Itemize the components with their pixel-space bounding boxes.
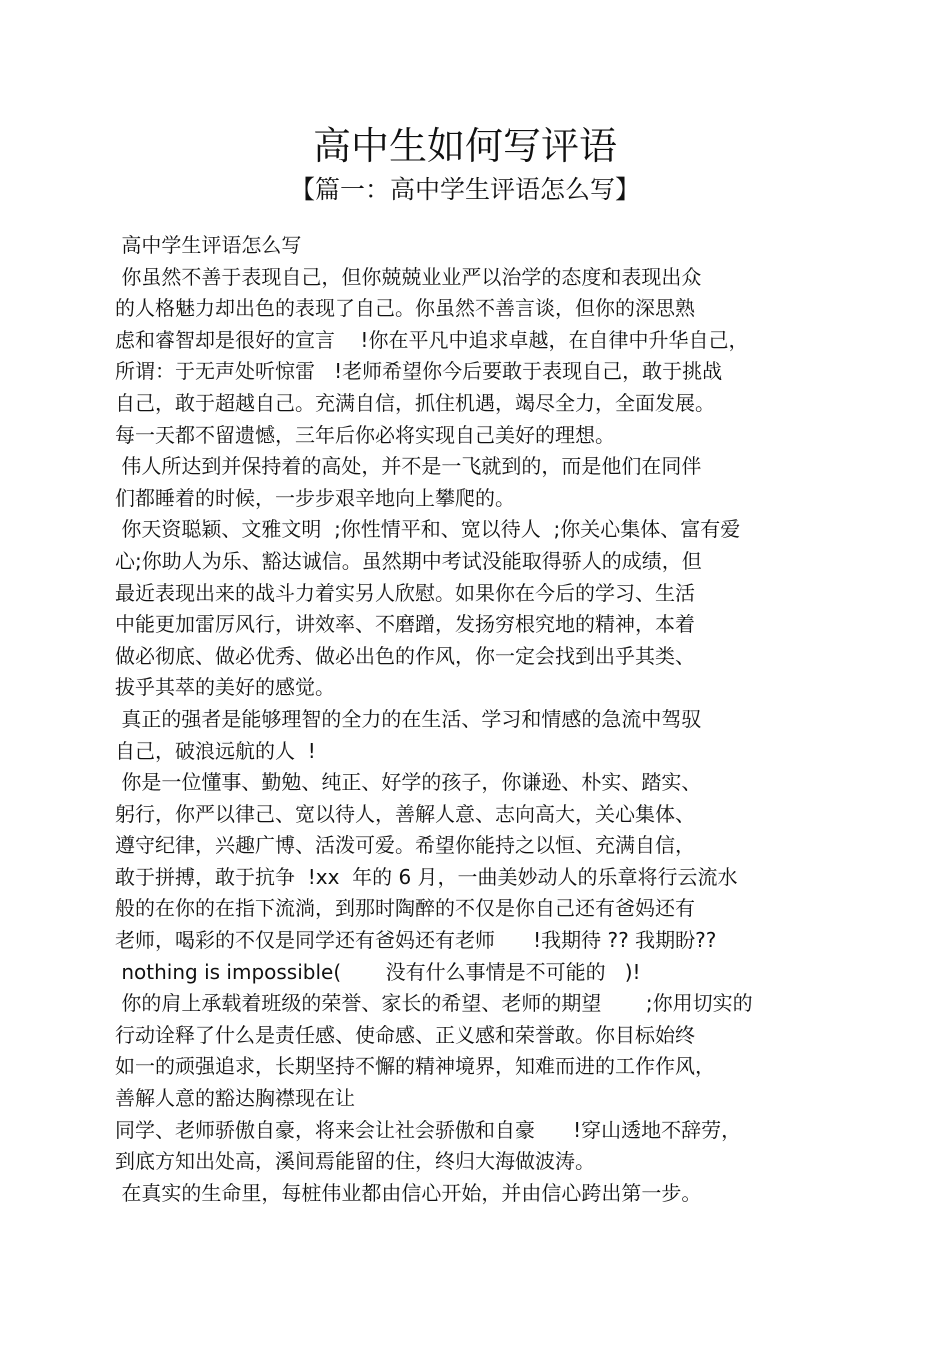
text-line: 遵守纪律，兴趣广博、活泼可爱。希望你能持之以恒、充满自信， (115, 833, 695, 858)
text-line: 你虽然不善于表现自己，但你兢兢业业严以治学的态度和表现出众 (115, 264, 702, 289)
text-line: 你的肩上承载着班级的荣誉、家长的希望、老师的期望 ;你用切实的 (115, 991, 753, 1016)
text-line: 高中学生评语怎么写 (115, 233, 302, 257)
text-line: 的人格魅力却出色的表现了自己。你虽然不善言谈，但你的深思熟 (115, 296, 695, 321)
text-line: 如一的顽强追求，长期坚持不懈的精神境界，知难而进的工作作风， (115, 1054, 715, 1079)
text-line: 自己，敢于超越自己。充满自信，抓住机遇，竭尽全力，全面发展。 (115, 390, 715, 415)
document-title: 高中生如何写评语 (312, 124, 617, 168)
text-line: 到底方知出处高，溪间焉能留的住，终归大海做波涛。 (115, 1149, 595, 1174)
text-line: 敢于拼搏，敢于抗争 !xx 年的 6 月，一曲美妙动人的乐章将行云流水 (115, 864, 738, 889)
text-line: 虑和睿智却是很好的宣言 !你在平凡中追求卓越，在自律中升华自己， (115, 327, 749, 352)
text-line: 拔乎其萃的美好的感觉。 (115, 675, 335, 700)
document-body (115, 230, 835, 1209)
text-line: 老师，喝彩的不仅是同学还有爸妈还有老师 !我期待 ?? 我期盼?? (115, 928, 717, 953)
text-line: 真正的强者是能够理智的全力的在生活、学习和情感的急流中驾驭 (115, 706, 702, 731)
text-line: 伟人所达到并保持着的高处，并不是一飞就到的，而是他们在同伴 (115, 454, 702, 479)
text-line: 自己，破浪远航的人 ! (115, 738, 316, 763)
text-line: nothing is impossible( 没有什么事情是不可能的 )! (115, 959, 641, 984)
text-line: 们都睡着的时候，一步步艰辛地向上攀爬的。 (115, 485, 515, 510)
text-line: 每一天都不留遗憾，三年后你必将实现自己美好的理想。 (115, 422, 615, 447)
text-line: 最近表现出来的战斗力着实另人欣慰。如果你在今后的学习、生活 (115, 580, 695, 605)
text-line: 在真实的生命里，每桩伟业都由信心开始，并由信心跨出第一步。 (115, 1180, 702, 1205)
text-line: 所谓：于无声处听惊雷 !老师希望你今后要敢于表现自己，敢于挑战 (115, 359, 723, 384)
text-line: 你是一位懂事、勤勉、纯正、好学的孩子，你谦逊、朴实、踏实、 (115, 770, 702, 795)
text-line: 行动诠释了什么是责任感、使命感、正义感和荣誉敢。你目标始终 (115, 1022, 695, 1047)
section-heading: 【篇一：高中学生评语怎么写】 (289, 175, 640, 204)
text-line: 同学、老师骄傲自豪，将来会让社会骄傲和自豪 !穿山透地不辞劳， (115, 1117, 742, 1142)
text-line: 中能更加雷厉风行，讲效率、不磨蹭，发扬穷根究地的精神，本着 (115, 612, 695, 637)
text-line: 善解人意的豁达胸襟现在让 (115, 1086, 355, 1111)
text-line: 做必彻底、做必优秀、做必出色的作风，你一定会找到出乎其类、 (115, 643, 695, 668)
text-line: 心;你助人为乐、豁达诚信。虽然期中考试没能取得骄人的成绩，但 (115, 548, 702, 573)
text-line: 躬行，你严以律己、宽以待人，善解人意、志向高大，关心集体、 (115, 801, 695, 826)
text-line: 般的在你的在指下流淌，到那时陶醉的不仅是你自己还有爸妈还有 (115, 896, 695, 921)
text-line: 你天资聪颖、文雅文明 ;你性情平和、宽以待人 ;你关心集体、富有爱 (115, 517, 741, 542)
